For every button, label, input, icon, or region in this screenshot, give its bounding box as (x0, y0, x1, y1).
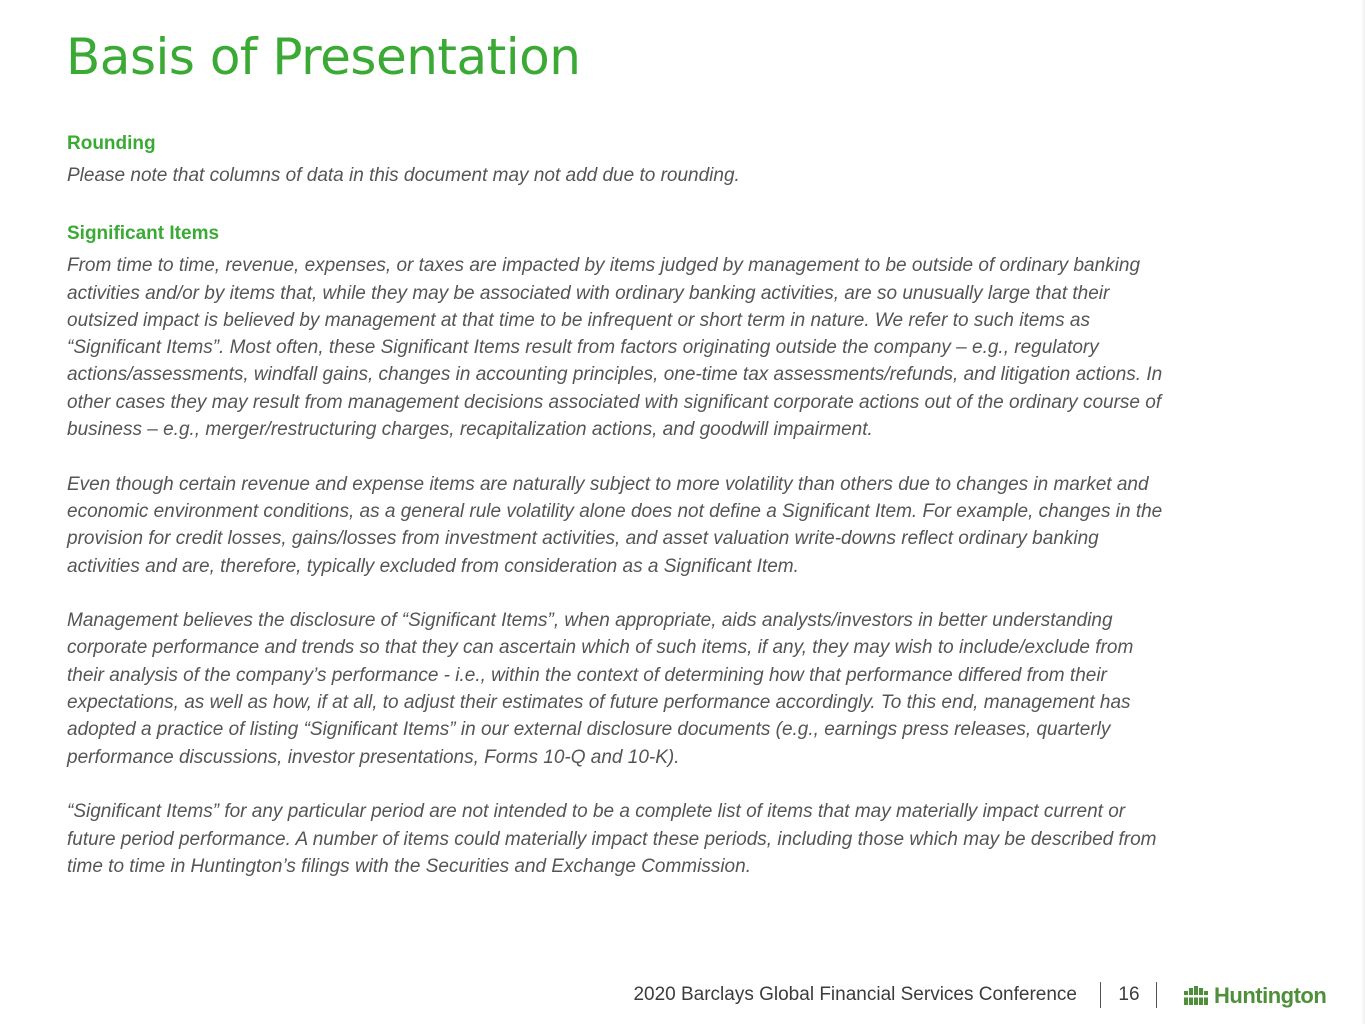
text-line: provision for credit losses, gains/losses from investment activities, and asset valuation write-downs reflect ordinary banking (67, 528, 1099, 550)
text-line: Please note that columns of data in this document may not add due to rounding. (67, 165, 740, 186)
text-line: time to time in Huntington’s filings with the Securities and Exchange Commission. (67, 855, 751, 877)
page-number: 16 (1118, 984, 1140, 1005)
text-line: future period performance. A number of items could materially impact these periods, including those which may be described from (67, 828, 1157, 850)
text-line: “Significant Items”. Most often, these Significant Items result from factors originating outside the company – e.g., regulatory (67, 337, 1099, 359)
paragraph-significant-items-definition (67, 252, 1282, 443)
page-title: Basis of Presentation (66, 28, 581, 86)
text-line: economic environment conditions, as a general rule volatility alone does not define a Significant Item. For example, changes in the (67, 500, 1163, 522)
text-line: business – e.g., merger/restructuring charges, recapitalization actions, and goodwill impairment. (67, 419, 873, 441)
text-line: activities and/or by items that, while they may be associated with ordinary banking activities, are so unusually large that their (67, 282, 1110, 304)
slide-footer (0, 982, 1365, 1012)
text-line: other cases they may result from management decisions associated with significant corporate actions out of the ordinary course of (67, 391, 1162, 413)
text-line: expectations, as well as how, if at all, to adjust their estimates of future performance accordingly. To this end, management has (67, 692, 1131, 714)
text-line: adopted a practice of listing “Significant Items” in our external disclosure documents (e.g., earnings press releases, quarterly (67, 719, 1111, 741)
section-heading-rounding: Rounding (67, 133, 156, 154)
text-line: Even though certain revenue and expense items are naturally subject to more volatility than others due to changes in market and (67, 473, 1149, 495)
text-line: Management believes the disclosure of “Significant Items”, when appropriate, aids analysts/investors in better understanding (67, 610, 1113, 632)
paragraph-volatility (67, 471, 1282, 580)
huntington-logo-icon (1184, 985, 1210, 1007)
footer-divider (1100, 982, 1101, 1008)
paragraph-limitations (67, 798, 1282, 880)
text-line: performance discussions, investor presentations, Forms 10-Q and 10-K). (67, 746, 680, 768)
paragraph-disclosure (67, 607, 1282, 771)
logo-wordmark: Huntington (1214, 983, 1327, 1008)
text-line: actions/assessments, windfall gains, changes in accounting principles, one-time tax assessments/refunds, and litigation actions. In (67, 364, 1163, 386)
footer-divider (1156, 982, 1157, 1008)
slide-content (67, 130, 1282, 880)
text-line: “Significant Items” for any particular period are not intended to be a complete list of items that may materially impact current or (67, 801, 1126, 823)
text-line: activities and are, therefore, typically excluded from consideration as a Significant Item. (67, 555, 799, 577)
page-edge (1361, 0, 1365, 1024)
section-heading-significant-items: Significant Items (67, 223, 220, 245)
huntington-logo (1184, 982, 1326, 1010)
text-line: their analysis of the company’s performance - i.e., within the context of determining how that performance differed from their (67, 664, 1107, 686)
text-line: corporate performance and trends so that they can ascertain which of such items, if any, they may wish to include/exclude from (67, 637, 1134, 659)
conference-name: 2020 Barclays Global Financial Services Conference (633, 984, 1077, 1005)
text-line: From time to time, revenue, expenses, or taxes are impacted by items judged by management to be outside of ordinary banking (67, 255, 1141, 277)
text-line: outsized impact is believed by management at that time to be infrequent or short term in nature. We refer to such items as (67, 309, 1090, 331)
paragraph-rounding (67, 162, 1282, 189)
